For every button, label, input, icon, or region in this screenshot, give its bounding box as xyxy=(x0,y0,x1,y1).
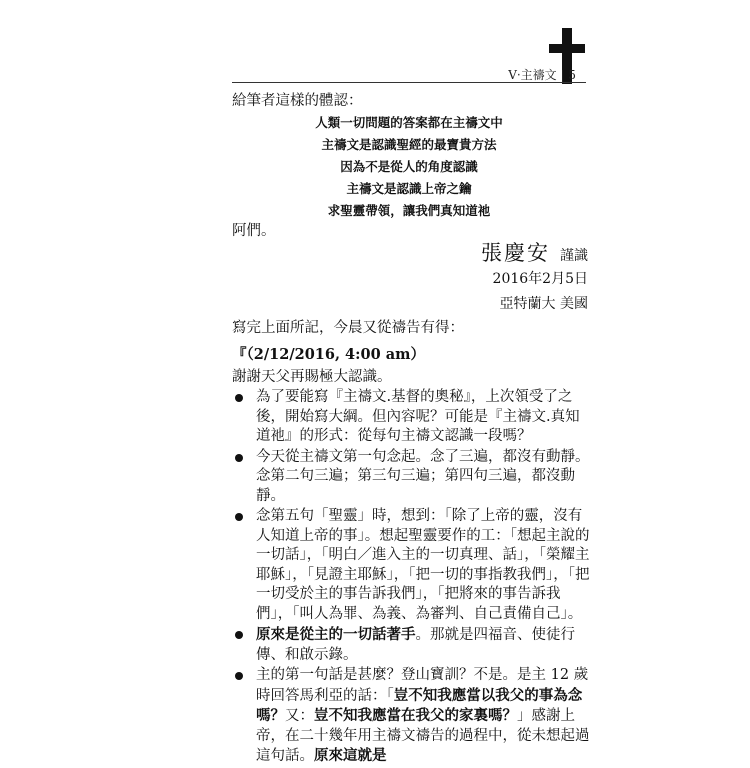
signature-name: 張慶安 xyxy=(481,241,550,265)
bullet-bold-text: 原來是從主的一切話著手 xyxy=(256,626,416,643)
amen-line: 阿們。 xyxy=(232,223,276,239)
bullet-text: 又： xyxy=(285,708,314,724)
bullet-text: 」感謝上帝，在二十幾年用主禱文禱告的過程中，從未想起過這句話。 xyxy=(256,708,590,764)
signature-date: 2016年2月5日 xyxy=(492,271,588,287)
entry-heading: 『（2/12/2016, 4:00 am） xyxy=(232,346,425,363)
bullet-item xyxy=(232,448,592,507)
quote-line-2: 主禱文是認識聖經的最寶貴方法 xyxy=(321,137,497,152)
bullet-text: 今天從主禱文第一句念起。念了三遍，都沒有動靜。念第二句三遍；第三句三遍；第四句三遍，都沒動靜。 xyxy=(256,448,590,504)
quote-line-4: 主禱文是認識上帝之鑰 xyxy=(346,181,472,196)
quote-line-3: 因為不是從人的角度認識 xyxy=(340,159,478,174)
signature-place: 亞特蘭大 美國 xyxy=(499,296,588,312)
bullet-list xyxy=(232,388,592,768)
bullet-item xyxy=(232,507,592,624)
quote-line-5: 求聖靈帶領，讓我們真知道祂 xyxy=(327,203,491,218)
bullet-bold-text: 豈不知我應當以我父的事為念嗎？ xyxy=(256,686,583,724)
after-note: 寫完上面所記，今晨又從禱告有得： xyxy=(232,320,464,336)
bullet-bold-text: 豈不知我應當在我父的家裏嗎？ xyxy=(314,707,517,724)
signature-suffix: 謹識 xyxy=(560,248,588,264)
bullet-text: 主的第一句話是甚麼？登山寶訓？不是。是主 12 歲時回答馬利亞的話：「 xyxy=(256,667,589,704)
bullet-item xyxy=(232,625,592,665)
bullet-text: 念第五句「聖靈」時，想到：「除了上帝的靈，沒有人知道上帝的事」。想起聖靈要作的工：「想起主說的一切話」，「明白／進入主的一切真理、話」，「榮耀主耶穌」，「見證主耶穌」，「把一切的事指教我們」，「把一切受於主的事告訴我們」，「把將來的事告訴我們」，「叫人為罪、為義、為審判、自己責備自己」。 xyxy=(256,508,590,622)
running-header: V‧主禱文 | 5 xyxy=(508,68,576,82)
bullet-bold-text: 原來這就是 xyxy=(314,747,387,764)
bullet-text: 。那就是四福音、使徒行傳、和啟示錄。 xyxy=(256,627,575,663)
signature xyxy=(470,237,588,267)
bullet-item xyxy=(232,388,592,447)
thanks-line: 謝謝天父再賜極大認識。 xyxy=(232,369,392,385)
bullet-item xyxy=(232,666,592,767)
intro-line: 給筆者這樣的體認： xyxy=(232,93,363,109)
quote-line-1: 人類一切問題的答案都在主禱文中 xyxy=(315,115,503,130)
header-rule xyxy=(232,82,586,83)
bullet-text: 為了要能寫『主禱文.基督的奧秘』，上次領受了之後，開始寫大綱。但內容呢？可能是『主禱文.真知道祂』的形式：從每句主禱文認識一段嗎？ xyxy=(256,389,580,444)
